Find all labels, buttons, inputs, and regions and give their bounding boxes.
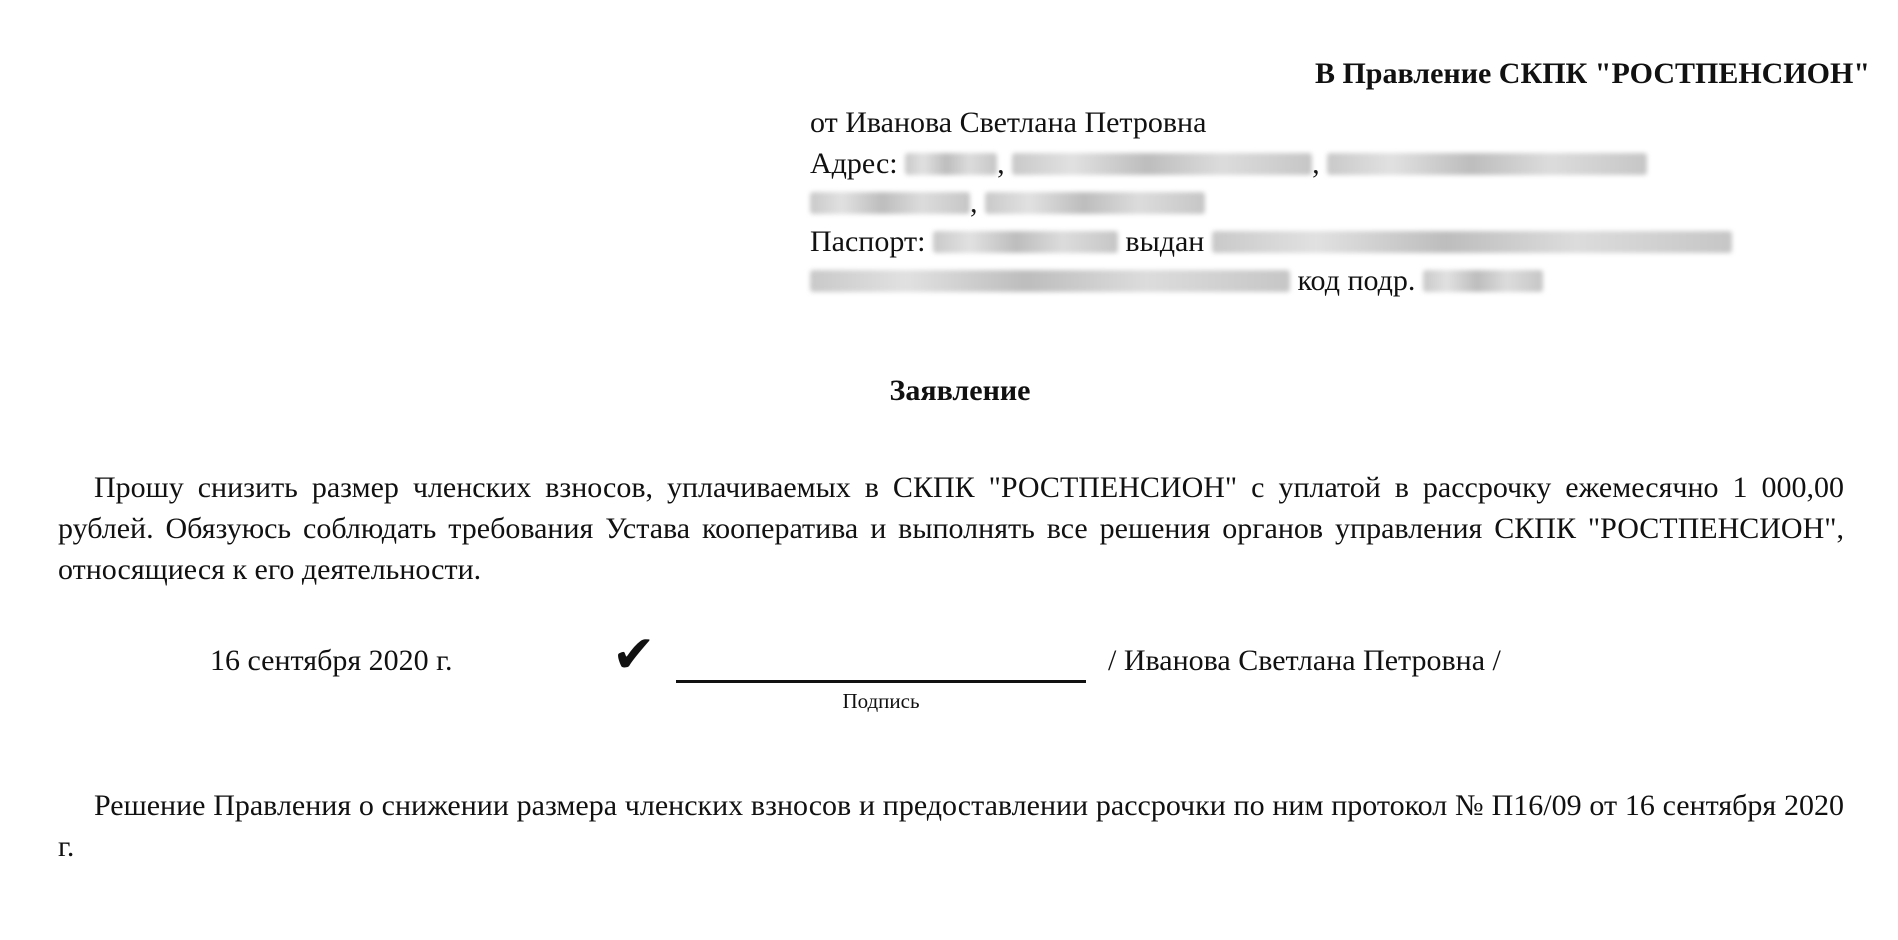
address-label: Адрес: bbox=[810, 147, 898, 180]
applicant-name: от Иванова Светлана Петровна bbox=[810, 106, 1207, 139]
redacted-postcode bbox=[905, 153, 997, 175]
recipient-line: В Правление СКПК "РОСТПЕНСИОН" bbox=[1314, 57, 1870, 90]
passport-line-1 bbox=[810, 222, 1870, 261]
address-line-1: Адрес: , , bbox=[810, 144, 1870, 183]
passport-label: Паспорт: bbox=[810, 225, 926, 258]
document-title: Заявление bbox=[889, 374, 1031, 407]
redacted-issuer bbox=[1212, 231, 1732, 253]
check-mark-icon: ✔ bbox=[612, 625, 656, 685]
redacted-district bbox=[1327, 153, 1647, 175]
redacted-region bbox=[1012, 153, 1312, 175]
application-text: Прошу снизить размер членских взносов, уплачиваемых в СКПК "РОСТПЕНСИОН" с уплатой в рассрочку ежемесячно 1 000,00 рублей. Обязуюсь соблюдать требования Устава кооператива и выполнять все решения органов управления СКПК "РОСТПЕНСИОН", относящиеся к его деятельности. bbox=[58, 471, 1844, 586]
signature-line bbox=[676, 680, 1086, 683]
issued-by-label: выдан bbox=[1125, 225, 1205, 258]
redacted-issuer-cont bbox=[810, 270, 1290, 292]
redacted-street bbox=[985, 192, 1205, 214]
address-line-2: , bbox=[810, 183, 1870, 222]
passport-field bbox=[810, 222, 1870, 300]
applicant-block bbox=[810, 102, 1870, 300]
redacted-passport-number bbox=[933, 231, 1118, 253]
decision-text: Решение Правления о снижении размера членских взносов и предоставлении рассрочки по ним протокол № П16/09 от 16 сентября 2020 г. bbox=[58, 789, 1844, 863]
redacted-settlement bbox=[810, 192, 970, 214]
division-code-label: код подр. bbox=[1297, 264, 1416, 297]
address-field bbox=[810, 144, 1870, 222]
passport-line-2 bbox=[810, 261, 1870, 300]
signatory-name: / Иванова Светлана Петровна / bbox=[1108, 644, 1501, 677]
redacted-division-code bbox=[1423, 270, 1543, 292]
signature-caption: Подпись bbox=[842, 689, 920, 713]
signature-date: 16 сентября 2020 г. bbox=[210, 644, 453, 677]
